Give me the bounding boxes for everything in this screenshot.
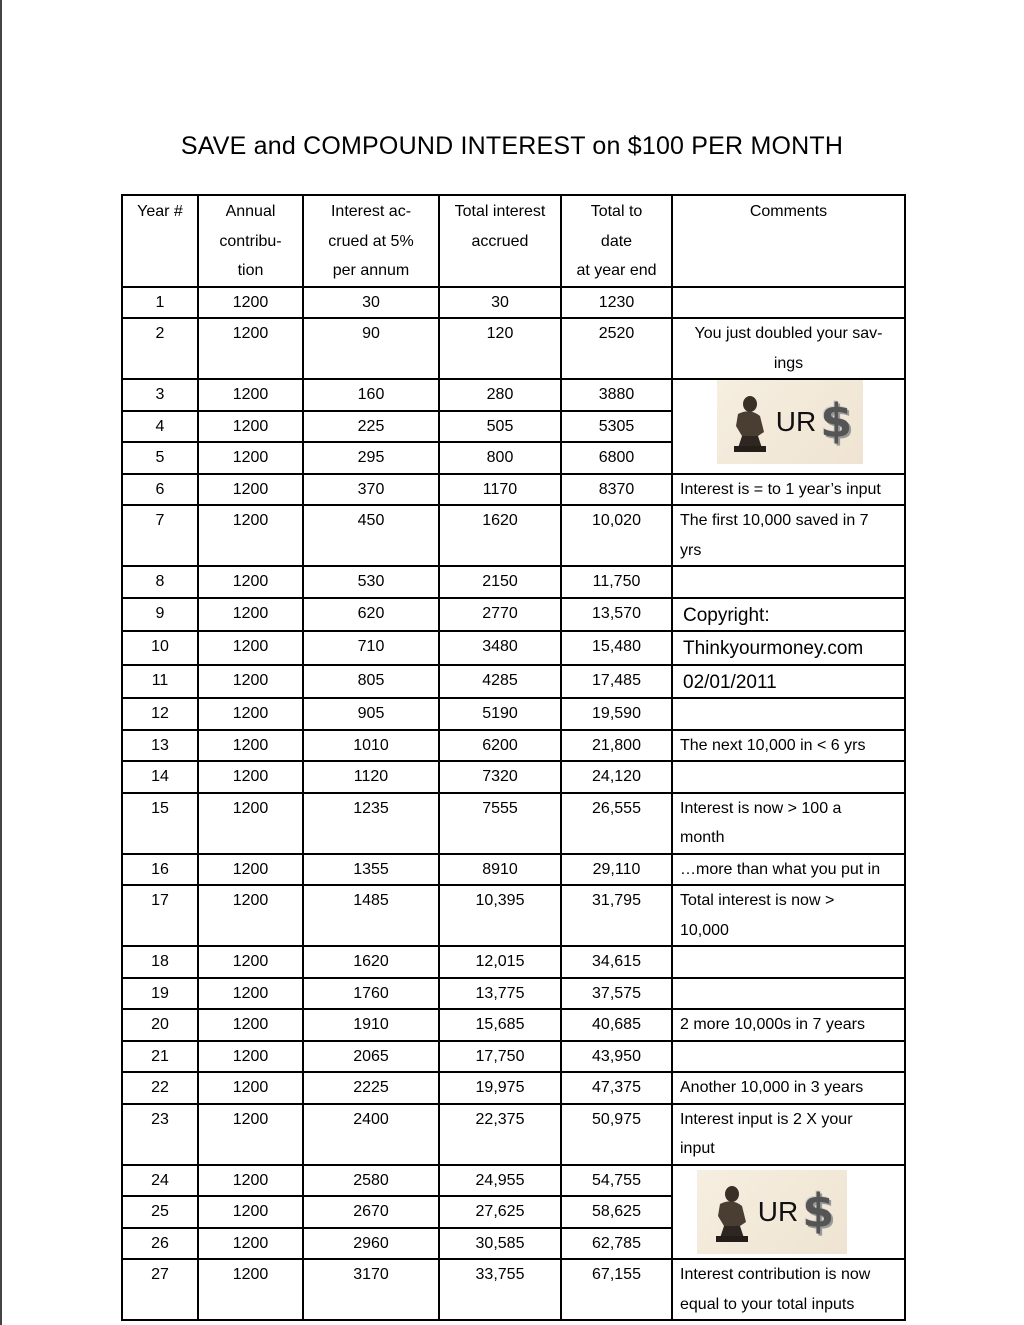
comment-cell (672, 978, 905, 1010)
cell-annual: 1200 (198, 1259, 303, 1320)
cell-total-interest: 120 (439, 318, 561, 379)
comment-line: 2 more 10,000s in 7 years (680, 1016, 865, 1033)
cell-interest: 225 (303, 411, 439, 443)
cell-annual: 1200 (198, 287, 303, 319)
cell-interest: 1760 (303, 978, 439, 1010)
table-row (122, 287, 905, 319)
cell-year: 18 (122, 946, 198, 978)
table-row (122, 978, 905, 1010)
cell-annual: 1200 (198, 566, 303, 598)
comment-line: Interest is now > 100 a (680, 799, 842, 817)
cell-total-interest: 2150 (439, 566, 561, 598)
cell-interest: 2580 (303, 1165, 439, 1197)
cell-total: 29,110 (561, 854, 672, 886)
comment-cell (672, 730, 905, 762)
cell-total-interest: 2770 (439, 598, 561, 632)
comment-cell (672, 1009, 905, 1041)
cell-year: 12 (122, 698, 198, 730)
thinker-statue-icon (710, 1182, 754, 1242)
comment-cell (672, 793, 905, 854)
dollar-icon: $ (820, 394, 853, 449)
cell-total: 34,615 (561, 946, 672, 978)
table-row (122, 1041, 905, 1073)
cell-interest: 160 (303, 379, 439, 411)
header-annual: Annual contribu- tion (198, 195, 303, 287)
comment-line: equal to your total inputs (680, 1295, 855, 1313)
cell-annual: 1200 (198, 442, 303, 474)
comment-line: Interest contribution is now (680, 1266, 871, 1283)
cell-total: 5305 (561, 411, 672, 443)
cell-year: 25 (122, 1196, 198, 1228)
logo-cell (672, 1165, 905, 1260)
cell-interest: 30 (303, 287, 439, 319)
cell-year: 2 (122, 318, 198, 379)
ur-dollar-logo (697, 1170, 847, 1254)
table-row (122, 946, 905, 978)
cell-interest: 1120 (303, 761, 439, 793)
cell-interest: 1010 (303, 730, 439, 762)
cell-total-interest: 7555 (439, 793, 561, 854)
cell-annual: 1200 (198, 793, 303, 854)
cell-annual: 1200 (198, 1104, 303, 1165)
table-row (122, 793, 905, 854)
cell-annual: 1200 (198, 379, 303, 411)
page-title: SAVE and COMPOUND INTEREST on $100 PER MONTH (180, 132, 844, 160)
comment-line: Interest is = to 1 year’s input (680, 480, 881, 498)
table-row (122, 379, 905, 411)
cell-total: 58,625 (561, 1196, 672, 1228)
cell-year: 26 (122, 1228, 198, 1260)
comment-cell (672, 946, 905, 978)
comment-line: The next 10,000 in < 6 yrs (680, 736, 866, 754)
copyright-cell: Copyright: (672, 598, 905, 632)
cell-total: 15,480 (561, 631, 672, 665)
cell-year: 9 (122, 598, 198, 632)
cell-total-interest: 27,625 (439, 1196, 561, 1228)
cell-year: 6 (122, 474, 198, 506)
cell-total: 67,155 (561, 1259, 672, 1320)
table-row (122, 1009, 905, 1041)
cell-year: 19 (122, 978, 198, 1010)
cell-interest: 2960 (303, 1228, 439, 1260)
table-row (122, 1259, 905, 1320)
dollar-icon: $ (802, 1183, 835, 1238)
cell-annual: 1200 (198, 505, 303, 566)
cell-year: 21 (122, 1041, 198, 1073)
cell-total: 24,120 (561, 761, 672, 793)
cell-total-interest: 1170 (439, 474, 561, 506)
cell-total-interest: 5190 (439, 698, 561, 730)
table-row (122, 761, 905, 793)
table-row (122, 631, 905, 665)
cell-year: 4 (122, 411, 198, 443)
cell-year: 24 (122, 1165, 198, 1197)
comment-line: Total interest is now > (680, 892, 835, 909)
cell-interest: 1485 (303, 885, 439, 946)
logo-text: UR (757, 1195, 799, 1227)
comment-line: Interest input is 2 X your (680, 1110, 853, 1128)
header-total-interest: Total interest accrued (439, 195, 561, 287)
cell-annual: 1200 (198, 1041, 303, 1073)
cell-total-interest: 1620 (439, 505, 561, 566)
cell-year: 5 (122, 442, 198, 474)
cell-total: 47,375 (561, 1072, 672, 1104)
cell-year: 27 (122, 1259, 198, 1320)
cell-total: 8370 (561, 474, 672, 506)
cell-total-interest: 19,975 (439, 1072, 561, 1104)
cell-total: 31,795 (561, 885, 672, 946)
cell-total: 19,590 (561, 698, 672, 730)
cell-total: 50,975 (561, 1104, 672, 1165)
cell-total: 54,755 (561, 1165, 672, 1197)
cell-total: 3880 (561, 379, 672, 411)
cell-annual: 1200 (198, 854, 303, 886)
cell-year: 1 (122, 287, 198, 319)
cell-annual: 1200 (198, 665, 303, 699)
comment-cell (672, 698, 905, 730)
cell-year: 15 (122, 793, 198, 854)
cell-total: 10,020 (561, 505, 672, 566)
comment-line: The first 10,000 saved in 7 (680, 512, 869, 529)
comment-cell (672, 318, 905, 379)
comment-line: …more than what you put in (680, 860, 881, 878)
cell-total-interest: 33,755 (439, 1259, 561, 1320)
table-row (122, 854, 905, 886)
cell-total: 17,485 (561, 665, 672, 699)
comment-line: month (680, 829, 725, 846)
cell-total: 2520 (561, 318, 672, 379)
header-total: Total to date at year end (561, 195, 672, 287)
cell-interest: 295 (303, 442, 439, 474)
cell-annual: 1200 (198, 318, 303, 379)
cell-annual: 1200 (198, 1228, 303, 1260)
cell-year: 10 (122, 631, 198, 665)
comment-line: yrs (680, 541, 702, 559)
cell-total: 6800 (561, 442, 672, 474)
table-row (122, 665, 905, 699)
cell-total-interest: 6200 (439, 730, 561, 762)
cell-interest: 710 (303, 631, 439, 665)
logo-text: UR (775, 406, 817, 438)
cell-total-interest: 7320 (439, 761, 561, 793)
cell-total: 13,570 (561, 598, 672, 632)
cell-total-interest: 505 (439, 411, 561, 443)
comment-cell (672, 1104, 905, 1165)
cell-annual: 1200 (198, 474, 303, 506)
cell-annual: 1200 (198, 946, 303, 978)
cell-annual: 1200 (198, 1165, 303, 1197)
cell-year: 11 (122, 665, 198, 699)
cell-total-interest: 15,685 (439, 1009, 561, 1041)
cell-total: 21,800 (561, 730, 672, 762)
comment-cell (672, 1072, 905, 1104)
comment-cell (672, 474, 905, 506)
comment-line: 10,000 (680, 921, 729, 939)
cell-interest: 2065 (303, 1041, 439, 1073)
cell-year: 23 (122, 1104, 198, 1165)
cell-year: 3 (122, 379, 198, 411)
comment-line: input (680, 1140, 715, 1157)
comment-cell (672, 505, 905, 566)
cell-annual: 1200 (198, 631, 303, 665)
cell-annual: 1200 (198, 730, 303, 762)
cell-annual: 1200 (198, 1196, 303, 1228)
cell-total: 1230 (561, 287, 672, 319)
cell-total: 40,685 (561, 1009, 672, 1041)
comment-line: Another 10,000 in 3 years (680, 1079, 864, 1096)
cell-year: 7 (122, 505, 198, 566)
table-row (122, 566, 905, 598)
table-row (122, 598, 905, 632)
cell-year: 8 (122, 566, 198, 598)
cell-interest: 2400 (303, 1104, 439, 1165)
cell-interest: 1910 (303, 1009, 439, 1041)
thinker-statue-icon (728, 392, 772, 452)
table-row (122, 1165, 905, 1197)
cell-interest: 1620 (303, 946, 439, 978)
comment-cell (672, 761, 905, 793)
cell-total-interest: 17,750 (439, 1041, 561, 1073)
cell-total-interest: 30,585 (439, 1228, 561, 1260)
cell-annual: 1200 (198, 411, 303, 443)
cell-annual: 1200 (198, 1009, 303, 1041)
cell-total-interest: 22,375 (439, 1104, 561, 1165)
cell-total-interest: 800 (439, 442, 561, 474)
table-row (122, 698, 905, 730)
cell-total-interest: 4285 (439, 665, 561, 699)
cell-annual: 1200 (198, 978, 303, 1010)
cell-total: 43,950 (561, 1041, 672, 1073)
table-row (122, 1104, 905, 1165)
cell-interest: 1355 (303, 854, 439, 886)
cell-total: 62,785 (561, 1228, 672, 1260)
cell-year: 17 (122, 885, 198, 946)
comment-cell (672, 1041, 905, 1073)
cell-interest: 370 (303, 474, 439, 506)
header-year: Year # (122, 195, 198, 287)
cell-interest: 620 (303, 598, 439, 632)
copyright-site-cell: Thinkyourmoney.com (672, 631, 905, 665)
cell-annual: 1200 (198, 761, 303, 793)
cell-interest: 2225 (303, 1072, 439, 1104)
cell-total-interest: 3480 (439, 631, 561, 665)
cell-year: 20 (122, 1009, 198, 1041)
table-row (122, 505, 905, 566)
cell-interest: 90 (303, 318, 439, 379)
comment-cell (672, 1259, 905, 1320)
cell-total-interest: 10,395 (439, 885, 561, 946)
comment-cell (672, 854, 905, 886)
logo-cell (672, 379, 905, 474)
header-comments: Comments (672, 195, 905, 287)
cell-annual: 1200 (198, 698, 303, 730)
cell-total-interest: 8910 (439, 854, 561, 886)
copyright-date-cell: 02/01/2011 (672, 665, 905, 699)
cell-total-interest: 24,955 (439, 1165, 561, 1197)
cell-annual: 1200 (198, 598, 303, 632)
cell-annual: 1200 (198, 885, 303, 946)
cell-interest: 2670 (303, 1196, 439, 1228)
interest-table (121, 194, 906, 1321)
cell-total: 11,750 (561, 566, 672, 598)
cell-total-interest: 30 (439, 287, 561, 319)
cell-interest: 805 (303, 665, 439, 699)
table-row (122, 730, 905, 762)
comment-line: ings (773, 354, 804, 372)
table-row (122, 1072, 905, 1104)
cell-interest: 450 (303, 505, 439, 566)
table-row (122, 318, 905, 379)
cell-total-interest: 12,015 (439, 946, 561, 978)
cell-year: 22 (122, 1072, 198, 1104)
cell-year: 14 (122, 761, 198, 793)
cell-total: 37,575 (561, 978, 672, 1010)
table-row (122, 474, 905, 506)
cell-interest: 3170 (303, 1259, 439, 1320)
cell-total-interest: 13,775 (439, 978, 561, 1010)
comment-line: You just doubled your sav- (694, 325, 883, 342)
cell-total-interest: 280 (439, 379, 561, 411)
cell-interest: 530 (303, 566, 439, 598)
comment-cell (672, 287, 905, 319)
cell-interest: 905 (303, 698, 439, 730)
cell-annual: 1200 (198, 1072, 303, 1104)
cell-year: 13 (122, 730, 198, 762)
cell-year: 16 (122, 854, 198, 886)
comment-cell (672, 566, 905, 598)
comment-cell (672, 885, 905, 946)
ur-dollar-logo (717, 380, 863, 464)
cell-interest: 1235 (303, 793, 439, 854)
header-interest: Interest ac- crued at 5% per annum (303, 195, 439, 287)
cell-total: 26,555 (561, 793, 672, 854)
table-row (122, 885, 905, 946)
page-edge (0, 0, 2, 1325)
